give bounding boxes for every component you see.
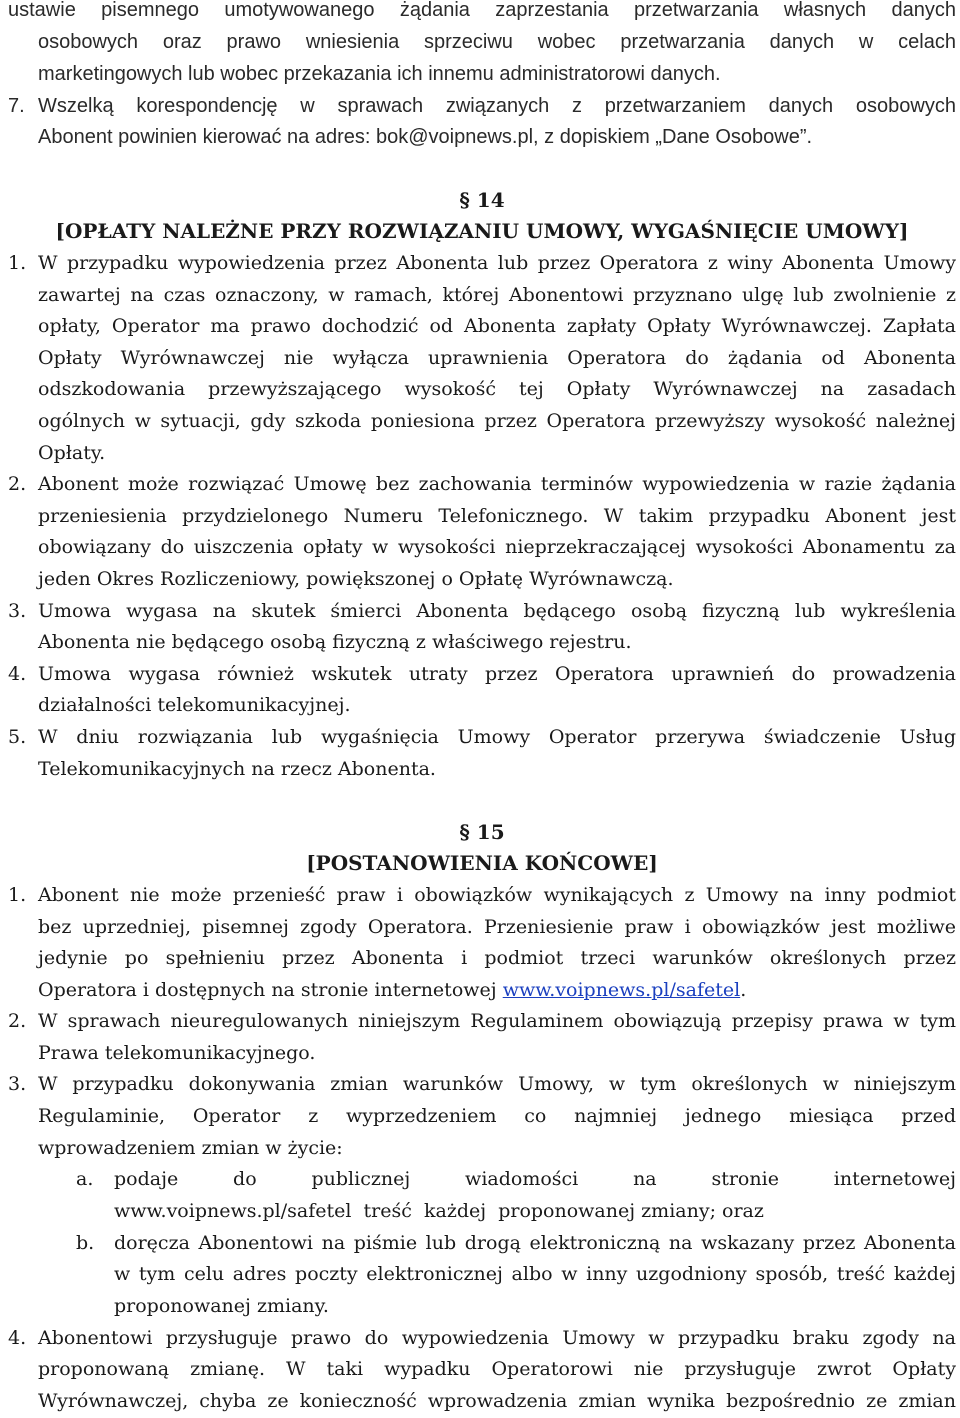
paragraph-line: Regulaminie, Operator z wyprzedzeniem co najmniej jednego miesiąca przed xyxy=(38,1105,956,1127)
paragraph-line: W sprawach nieuregulowanych niniejszym Regulaminem obowiązują przepisy prawa w tym xyxy=(38,1010,956,1032)
list-item-2 xyxy=(8,468,956,500)
paragraph-line: podaje do publicznej wiadomości na stronie internetowej xyxy=(114,1168,956,1190)
paragraph-line: Abonent może rozwiązać Umowę bez zachowania terminów wypowiedzenia w razie żądania xyxy=(38,473,956,495)
text-span: Operatora i dostępnych na stronie internetowej xyxy=(38,979,503,1001)
list-item-3 xyxy=(8,595,956,627)
list-letter: a. xyxy=(76,1168,94,1190)
paragraph-line: Abonentowi przysługuje prawo do wypowiedzenia Umowy w przypadku braku zgody na xyxy=(38,1327,956,1349)
paragraph-line: opłaty, Operator ma prawo dochodzić od Abonenta zapłaty Opłaty Wyrównawczej. Zapłata xyxy=(38,315,956,337)
paragraph-line: Wyrównawczej, chyba ze konieczność wprowadzenia zmian wynika bezpośrednio ze zmian xyxy=(38,1390,956,1412)
list-number: 2. xyxy=(8,473,27,495)
paragraph-line: działalności telekomunikacyjnej. xyxy=(38,694,351,716)
paragraph-line: wprowadzeniem zmian w życie: xyxy=(38,1137,343,1159)
list-number: 3. xyxy=(8,600,27,622)
paragraph-line: www.voipnews.pl/safetel treść każdej proponowanej zmiany; oraz xyxy=(114,1200,764,1222)
list-item-3 xyxy=(8,1068,956,1100)
paragraph-line: obowiązany do uiszczenia opłaty w wysokości nieprzekraczającej wysokości Abonamentu za xyxy=(38,536,956,558)
list-item-5 xyxy=(8,721,956,753)
paragraph-line: Abonent nie może przenieść praw i obowiązków wynikających z Umowy na inny podmiot xyxy=(38,884,956,906)
safetel-link[interactable]: www.voipnews.pl/safetel xyxy=(502,979,741,1001)
paragraph-line: ustawie pisemnego umotywowanego żądania zaprzestania przetwarzania własnych danych xyxy=(8,0,956,21)
list-number: 2. xyxy=(8,1010,27,1032)
paragraph-line: ogólnych w sytuacji, gdy szkoda poniesiona przez Operatora przewyższy wysokość należnej xyxy=(38,410,956,432)
list-number: 4. xyxy=(8,1327,27,1349)
paragraph-line: marketingowych lub wobec przekazania ich innemu administratorowi danych. xyxy=(38,63,721,85)
paragraph-line: W przypadku dokonywania zmian warunków Umowy, w tym określonych w niniejszym xyxy=(38,1073,956,1095)
paragraph-line: Opłaty Wyrównawczej nie wyłącza uprawnienia Operatora do żądania od Abonenta xyxy=(38,347,956,369)
list-item-7 xyxy=(8,90,956,122)
list-number: 1. xyxy=(8,252,27,274)
section-15-title: [POSTANOWIENIA KOŃCOWE] xyxy=(306,851,658,875)
paragraph-line: osobowych oraz prawo wniesienia sprzeciwu wobec przetwarzania danych w celach xyxy=(38,31,956,53)
list-item-1 xyxy=(8,247,956,279)
sub-item-a xyxy=(8,1163,956,1195)
text-span: . xyxy=(740,979,747,1001)
list-number: 1. xyxy=(8,884,27,906)
paragraph-line: bez uprzedniej, pisemnej zgody Operatora. Przeniesienie praw i obowiązków jest możliwe xyxy=(38,916,956,938)
paragraph-line: Abonent powinien kierować na adres: bok@voipnews.pl, z dopiskiem „Dane Osobowe”. xyxy=(38,126,813,148)
paragraph-line: Prawa telekomunikacyjnego. xyxy=(38,1042,316,1064)
paragraph-line: Telekomunikacyjnych na rzecz Abonenta. xyxy=(38,758,436,780)
section-14-number: § 14 xyxy=(459,188,505,212)
section-14-title: [OPŁATY NALEŻNE PRZY ROZWIĄZANIU UMOWY, WYGAŚNIĘCIE UMOWY] xyxy=(55,219,909,243)
list-number: 4. xyxy=(8,663,27,685)
paragraph-line: proponowanej zmiany. xyxy=(114,1295,329,1317)
section-number: 15 xyxy=(476,820,505,844)
paragraph-line: Wszelką korespondencję w sprawach związanych z przetwarzaniem danych osobowych xyxy=(38,95,956,117)
sub-item-b xyxy=(8,1227,956,1259)
paragraph-line: Umowa wygasa na skutek śmierci Abonenta będącego osobą fizyczną lub wykreślenia xyxy=(38,600,956,622)
paragraph-line: Opłaty. xyxy=(38,442,106,464)
list-number: 3. xyxy=(8,1073,27,1095)
paragraph-line: W przypadku wypowiedzenia przez Abonenta lub przez Operatora z winy Abonenta Umowy xyxy=(38,252,956,274)
paragraph-line: odszkodowania przewyższającego wysokość tej Opłaty Wyrównawczej na zasadach xyxy=(38,378,956,400)
paragraph-line: w tym celu adres poczty elektronicznej albo w inny uzgodniony sposób, treść każdej xyxy=(114,1263,956,1285)
paragraph-line: jeden Okres Rozliczeniowy, powiększonej o Opłatę Wyrównawczą. xyxy=(38,568,674,590)
list-item-2 xyxy=(8,1005,956,1037)
paragraph-line xyxy=(38,974,956,1006)
list-item-4 xyxy=(8,658,956,690)
paragraph-line: W dniu rozwiązania lub wygaśnięcia Umowy Operator przerywa świadczenie Usług xyxy=(38,726,956,748)
paragraph-line: zawartej na czas oznaczony, w ramach, której Abonentowi przyznano ulgę lub zwolnienie z xyxy=(38,284,956,306)
section-number: 14 xyxy=(476,188,505,212)
list-item-4 xyxy=(8,1322,956,1354)
list-letter: b. xyxy=(76,1232,95,1254)
paragraph-line: jedynie po spełnieniu przez Abonenta i podmiot trzeci warunków określonych przez xyxy=(38,947,956,969)
list-number: 7. xyxy=(8,95,25,117)
section-15-number: § 15 xyxy=(459,820,505,844)
list-number: 5. xyxy=(8,726,27,748)
list-item-1 xyxy=(8,879,956,911)
list-item-7-cont xyxy=(8,121,956,153)
paragraph-line: doręcza Abonentowi na piśmie lub drogą elektroniczną na wskazany przez Abonenta xyxy=(114,1232,956,1254)
paragraph-line: Umowa wygasa również wskutek utraty przez Operatora uprawnień do prowadzenia xyxy=(38,663,956,685)
paragraph-line: proponowaną zmianę. W taki wypadku Operatorowi nie przysługuje zwrot Opłaty xyxy=(38,1358,956,1380)
paragraph-line: Abonenta nie będącego osobą fizyczną z właściwego rejestru. xyxy=(38,631,632,653)
paragraph-line: przeniesienia przydzielonego Numeru Telefonicznego. W takim przypadku Abonent jest xyxy=(38,505,956,527)
